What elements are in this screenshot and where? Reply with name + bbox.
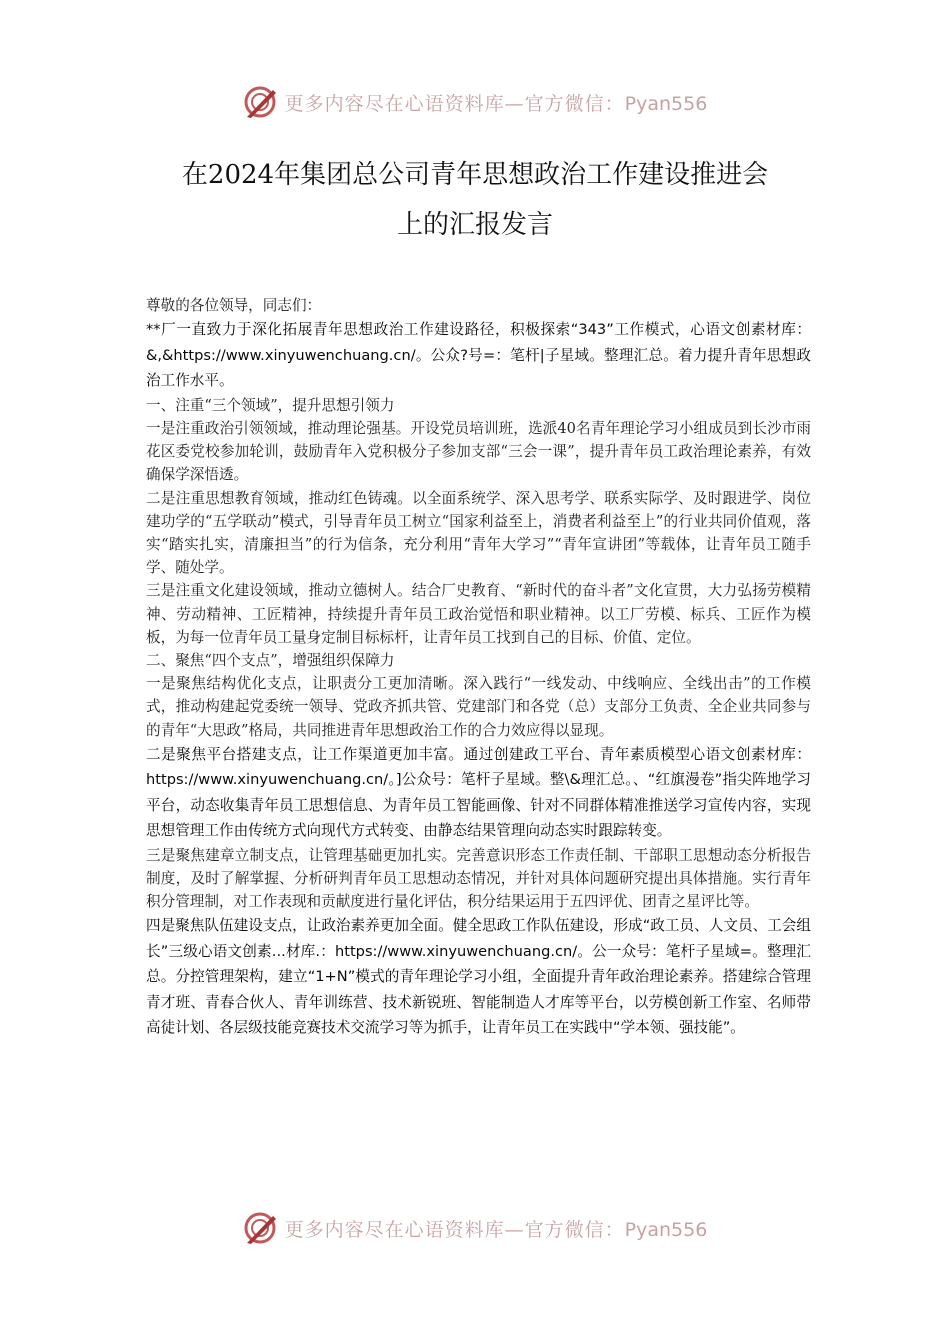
paragraph: 一、注重“三个领域”，提升思想引领力 [146,396,395,414]
paragraph: 二是聚焦平台搭建支点，让工作渠道更加丰富。通过创建政工平台、青年素质模型心语文创素材库：https://www.xinyuwenchuang.cn/。]公众号：笔杆子星域。整\&理汇总。、“红旗漫卷”指尖阵地学习平台，动态收集青年员工思想信息、为青年员工智能画像、针对不同群体精准推送学习宣传内容，实现思想管理工作由传统方式向现代方式转变、由静态结果管理向动态实时跟踪转变。 [146,745,811,840]
document-body [146,294,811,1041]
watermark-text: 更多内容尽在心语资料库—官方微信：Pyan556 [284,1218,708,1241]
paragraph: 尊敬的各位领导，同志们： [146,297,322,314]
paragraph: 三是注重文化建设领域，推动立德树人。结合厂史教育、“新时代的奋斗者”文化宣贯，大力弘扬劳模精神、劳动精神、工匠精神，持续提升青年员工政治觉悟和职业精神。以工厂劳模、标兵、工匠作为模板，为每一位青年员工量身定制目标标杆，让青年员工找到自己的目标、价值、定位。 [146,582,811,646]
footer-watermark [0,1208,950,1248]
document-title [100,150,850,250]
paragraph: 四是聚焦队伍建设支点，让政治素养更加全面。健全思政工作队伍建设，形成“政工员、人文员、工会组长”三级心语文创素...材库.：https://www.xinyuwenchuang.cn/。公一众号：笔杆子星域=。整理汇总。分控管理架构，建立“1+N”模式的青年理论学习小组，全面提升青年政治理论素养。搭建综合管理青才班、青春合伙人、青年训练营、技术新锐班、智能制造人才库等平台，以劳模创新工作室、名师带高徒计划、各层级技能竞赛技术交流学习等为抓手，让青年员工在实践中“学本领、强技能”。 [146,917,811,1037]
paragraph: 二是注重思想教育领域，推动红色铸魂。以全面系统学、深入思考学、联系实际学、及时跟进学、岗位建功学的“五学联动”模式，引导青年员工树立“国家利益至上，消费者利益至上”的行业共同价值观，落实“踏实扎实，清廉担当”的行为信条，充分利用“青年大学习”“青年宣讲团”等载体，让青年员工随手学、随处学。 [146,489,811,577]
title-line-2: 上的汇报发言 [396,210,553,240]
paragraph: **厂一直致力于深化拓展青年思想政治工作建设路径，积极探索“343”工作模式，心语文创素材库：&,&https://www.xinyuwenchuang.cn/。公众?号=：笔杆|子星域。整理汇总。着力提升青年思想政治工作水平。 [146,321,811,390]
paragraph: 二、聚焦“四个支点”，增强组织保障力 [146,651,395,669]
paragraph: 一是聚焦结构优化支点，让职责分工更加清晰。深入践行“一线发动、中线响应、全线出击”的工作模式，推动构建起党委统一领导、党政齐抓共管、党建部门和各党（总）支部分工负责、全企业共同参与的青年“大思政”格局，共同推进青年思想政治工作的合力效应得以显现。 [146,675,811,739]
title-line-1: 在2024年集团总公司青年思想政治工作建设推进会 [181,160,769,190]
paragraph: 三是聚焦建章立制支点，让管理基础更加扎实。完善意识形态工作责任制、干部职工思想动态分析报告制度，及时了解掌握、分析研判青年员工思想动态情况，并针对具体问题研究提出具体措施。实行青年积分管理制，对工作表现和贡献度进行量化评估，积分结果运用于五四评优、团青之星评比等。 [146,846,811,911]
pen-logo-icon [243,84,279,120]
paragraph: 一是注重政治引领领域，推动理论强基。开设党员培训班，选派40名青年理论学习小组成员到长沙市雨花区委党校参加轮训，鼓励青年入党积极分子参加支部“三会一课”，提升青年员工政治理论素养，有效确保学深悟透。 [146,419,811,484]
pen-logo-icon [243,1210,279,1246]
watermark-text: 更多内容尽在心语资料库—官方微信：Pyan556 [284,92,708,115]
header-watermark [0,82,950,122]
